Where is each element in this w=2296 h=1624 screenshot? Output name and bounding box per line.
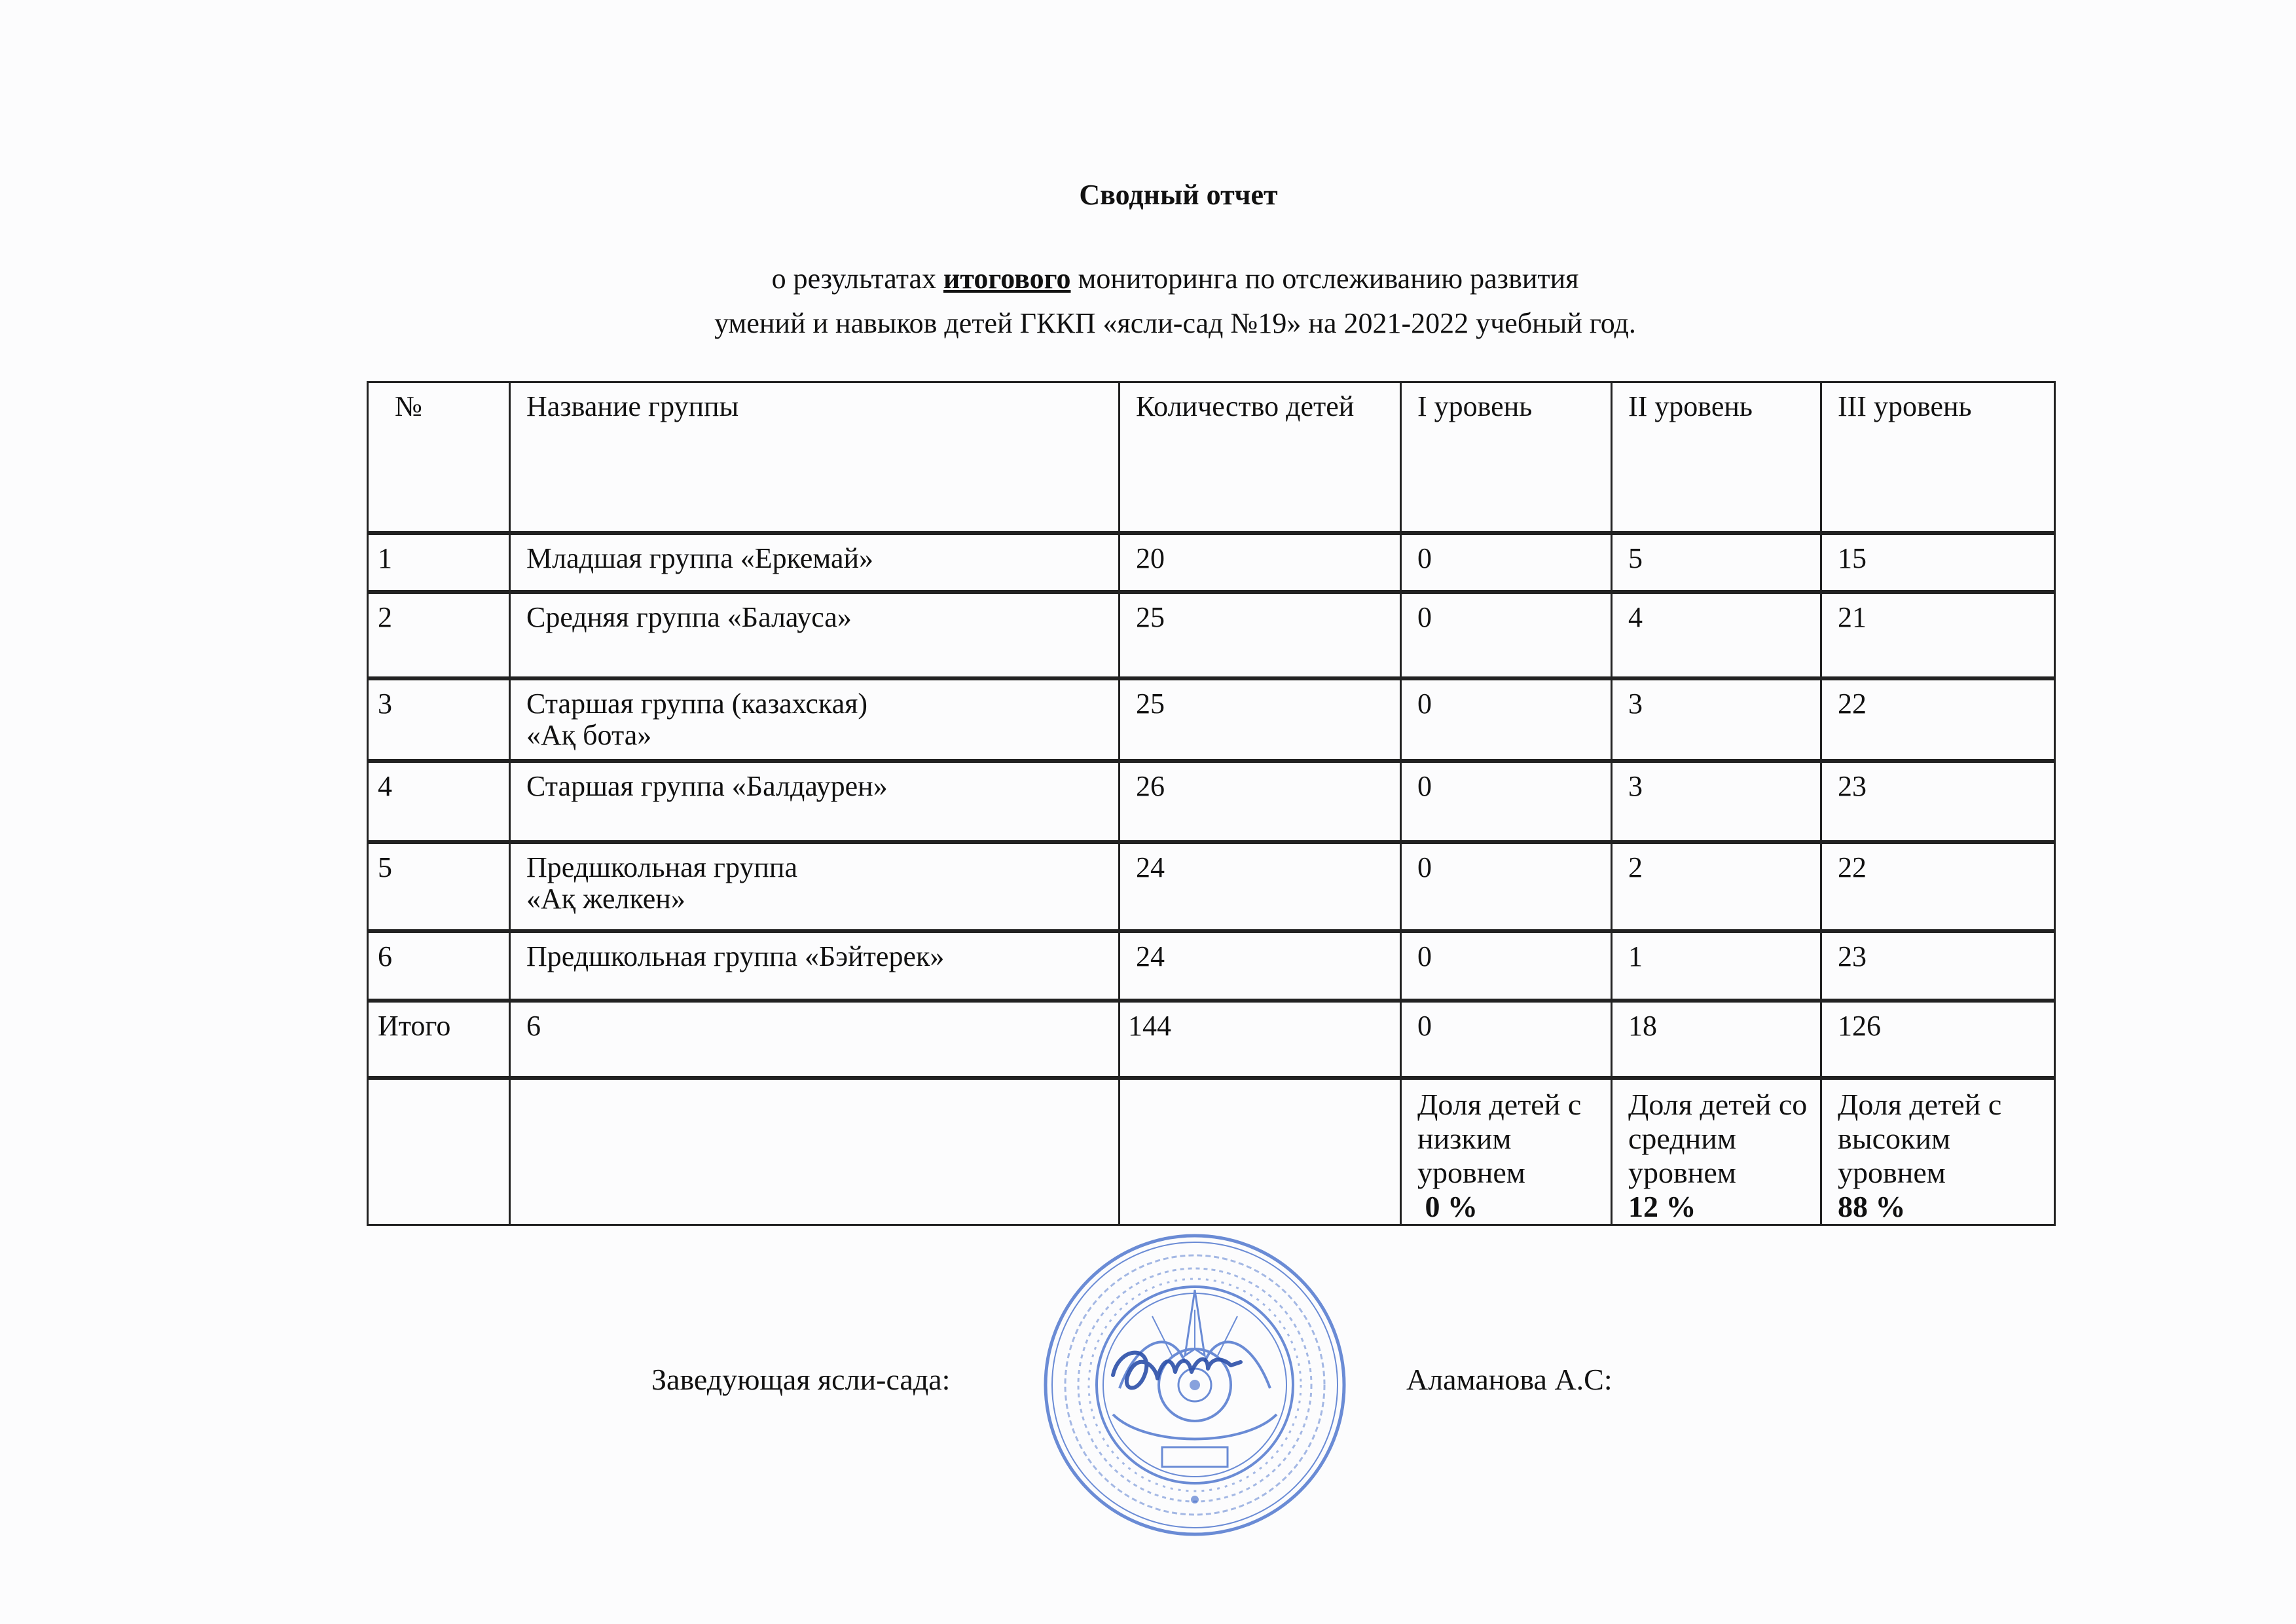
cell-l1: 0: [1400, 592, 1613, 678]
cell-l1: 0: [1400, 678, 1613, 761]
cell-l1: 0: [1400, 761, 1613, 842]
cell-name: Младшая группа «Еркемай»: [509, 533, 1120, 592]
cell-num: 3: [367, 678, 511, 761]
cell-l2: 3: [1611, 678, 1822, 761]
cell-num: 6: [367, 931, 511, 1001]
table-row: [367, 842, 2056, 931]
share-text-l3: Доля детей с высоким уровнем: [1838, 1088, 2002, 1189]
cell-num: 5: [367, 842, 511, 931]
share-value-l2: 12 %: [1628, 1190, 1696, 1223]
cell-num: 1: [367, 533, 511, 592]
cell-l2: 4: [1611, 592, 1822, 678]
cell-l1: 0: [1400, 842, 1613, 931]
cell-l1: 0: [1400, 533, 1613, 592]
total-label: Итого: [367, 1001, 511, 1078]
cell-num: 4: [367, 761, 511, 842]
cell-count: 25: [1118, 592, 1402, 678]
document-title: Сводный отчет: [1079, 179, 1278, 211]
header-count: Количество детей: [1118, 381, 1402, 533]
cell-count: 20: [1118, 533, 1402, 592]
cell-count: 24: [1118, 931, 1402, 1001]
cell-l3: 21: [1820, 592, 2056, 678]
subtitle-line-1: [0, 257, 2296, 301]
table-row: [367, 533, 2056, 592]
subtitle-suffix: мониторинга по отслеживанию развития: [1070, 263, 1579, 295]
share-l1: [1400, 1078, 1613, 1226]
share-value-l1: 0 %: [1417, 1190, 1478, 1223]
share-text-l2: Доля детей со средним уровнем: [1628, 1088, 1808, 1189]
table-header-row: [367, 381, 2056, 533]
cell-l1: 0: [1400, 931, 1613, 1001]
table-row: [367, 678, 2056, 761]
header-l2: II уровень: [1611, 381, 1822, 533]
cell-name: Старшая группа «Балдаурен»: [509, 761, 1120, 842]
cell-l3: 23: [1820, 931, 2056, 1001]
cell-l3: 23: [1820, 761, 2056, 842]
subtitle-emphasis: итогового: [943, 263, 1071, 295]
table-share-row: [367, 1078, 2056, 1226]
cell-l2: 1: [1611, 931, 1822, 1001]
share-value-l3: 88 %: [1838, 1190, 1906, 1223]
cell-count: 25: [1118, 678, 1402, 761]
header-num: №: [367, 381, 511, 533]
cell-name: Старшая группа (казахская) «Ақ бота»: [509, 678, 1120, 761]
cell-name: Предшкольная группа «Бэйтерек»: [509, 931, 1120, 1001]
cell-l3: 22: [1820, 678, 2056, 761]
subtitle-prefix: о результатах: [771, 263, 943, 295]
total-count: 144: [1118, 1001, 1402, 1078]
table-row: [367, 761, 2056, 842]
total-groups: 6: [509, 1001, 1120, 1078]
total-l3: 126: [1820, 1001, 2056, 1078]
cell-l2: 5: [1611, 533, 1822, 592]
share-empty-3: [1118, 1078, 1402, 1226]
subtitle-line-2: умений и навыков детей ГККП «ясли-сад №19» на 2021-2022 учебный год.: [714, 307, 1636, 339]
share-text-l1: Доля детей с низким уровнем: [1417, 1088, 1582, 1189]
cell-l3: 15: [1820, 533, 2056, 592]
cell-l2: 3: [1611, 761, 1822, 842]
document-subtitle: [0, 257, 2296, 346]
cell-num: 2: [367, 592, 511, 678]
table-row: [367, 592, 2056, 678]
share-empty-2: [509, 1078, 1120, 1226]
cell-count: 24: [1118, 842, 1402, 931]
share-l3: [1820, 1078, 2056, 1226]
table-total-row: [367, 1001, 2056, 1078]
header-name: Название группы: [509, 381, 1120, 533]
cell-count: 26: [1118, 761, 1402, 842]
signature-position: Заведующая ясли-сада:: [651, 1363, 951, 1396]
cell-name: Предшкольная группа «Ақ желкен»: [509, 842, 1120, 931]
share-empty-1: [367, 1078, 511, 1226]
cell-l3: 22: [1820, 842, 2056, 931]
signature-name: Аламанова А.С:: [1406, 1363, 1613, 1396]
header-l1: I уровень: [1400, 381, 1613, 533]
header-l3: III уровень: [1820, 381, 2056, 533]
share-l2: [1611, 1078, 1822, 1226]
cell-l2: 2: [1611, 842, 1822, 931]
table-row: [367, 931, 2056, 1001]
official-seal-stamp: [1041, 1231, 1349, 1539]
cell-name: Средняя группа «Балауса»: [509, 592, 1120, 678]
total-l2: 18: [1611, 1001, 1822, 1078]
total-l1: 0: [1400, 1001, 1613, 1078]
